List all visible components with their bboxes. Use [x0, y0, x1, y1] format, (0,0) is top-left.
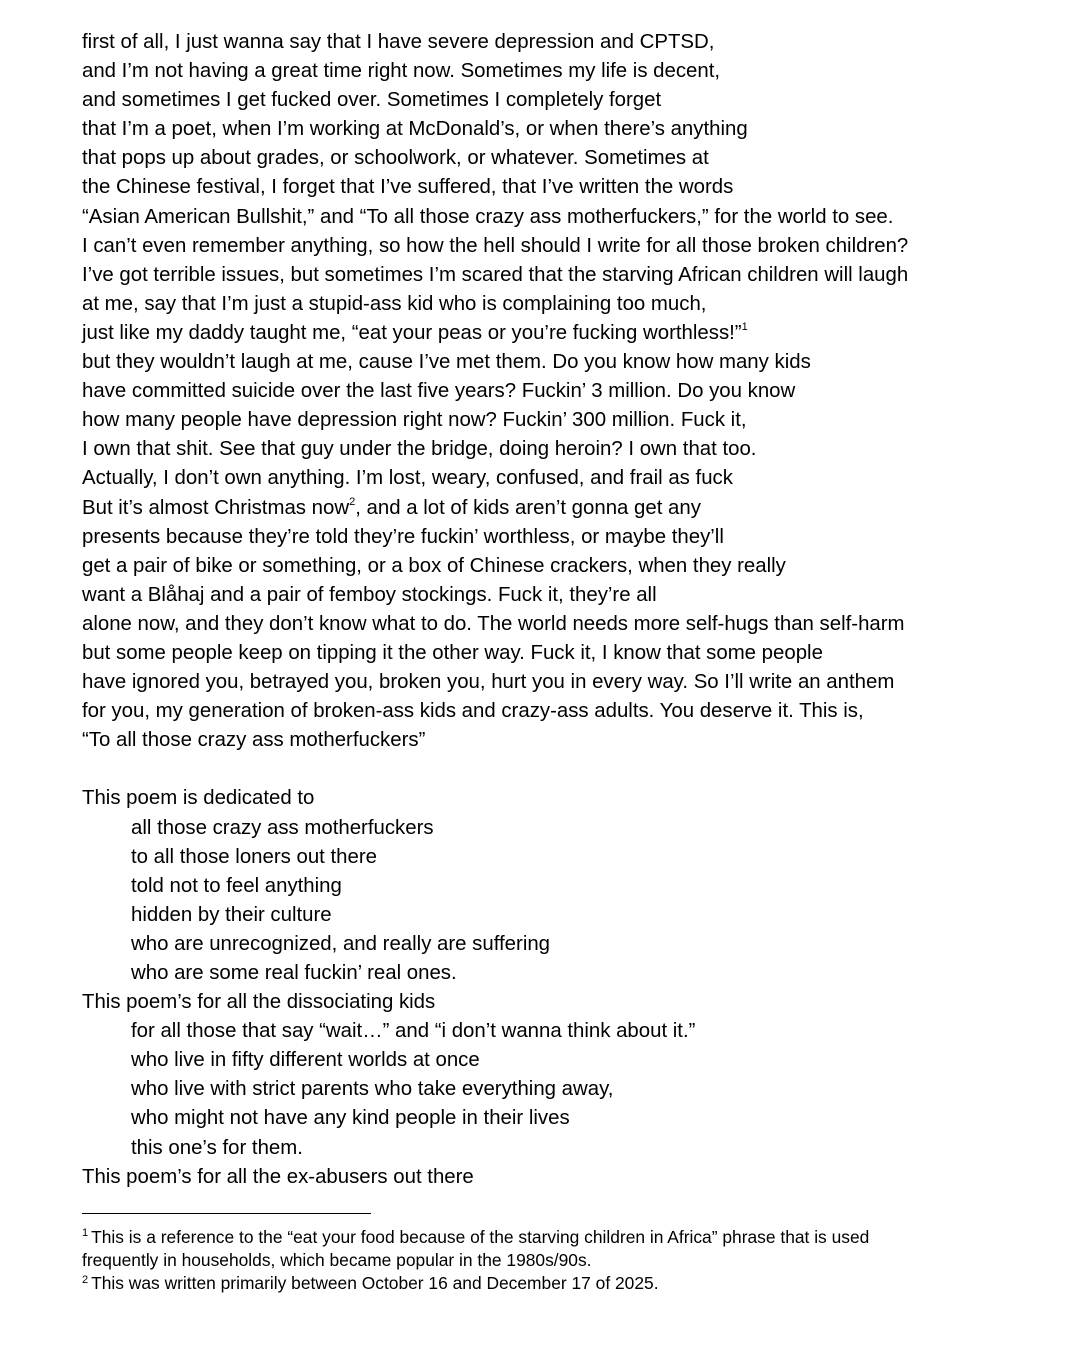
intro-line: have ignored you, betrayed you, broken you, hurt you in every way. So I’ll write an anthem	[82, 671, 895, 694]
stanza-line: hidden by their culture	[131, 903, 332, 926]
footnote-1-text: This is a reference to the “eat your food because of the starving children in Africa” phrase that is used	[91, 1227, 870, 1247]
intro-line: but some people keep on tipping it the other way. Fuck it, I know that some people	[82, 641, 823, 664]
intro-line-text: But it’s almost Christmas now	[82, 496, 350, 519]
intro-line-tail: , and a lot of kids aren’t gonna get any	[355, 496, 701, 519]
intro-line-text: just like my daddy taught me, “eat your peas or you’re fucking worthless!”	[82, 321, 742, 344]
stanza-line: who live in fifty different worlds at once	[131, 1049, 480, 1072]
footnote-separator	[82, 1213, 371, 1214]
footnotes	[82, 1226, 1022, 1296]
footnote-mark-1: 1	[82, 1227, 89, 1240]
intro-line: and I’m not having a great time right now. Sometimes my life is decent,	[82, 60, 721, 83]
intro-line: get a pair of bike or something, or a box of Chinese crackers, when they really	[82, 554, 786, 577]
intro-line: I’ve got terrible issues, but sometimes I’m scared that the starving African children will laugh	[82, 263, 909, 286]
stanza-heading: This poem’s for all the dissociating kids	[82, 991, 436, 1014]
intro-line: and sometimes I get fucked over. Sometimes I completely forget	[82, 89, 662, 112]
stanza-line: who live with strict parents who take everything away,	[131, 1078, 614, 1101]
stanza-line: this one’s for them.	[131, 1136, 303, 1159]
footnote-1	[82, 1226, 1022, 1249]
intro-line: have committed suicide over the last five years? Fuckin’ 3 million. Do you know	[82, 380, 796, 403]
poem-body	[82, 28, 1042, 1192]
intro-line: but they wouldn’t laugh at me, cause I’ve met them. Do you know how many kids	[82, 351, 811, 374]
stanza-gap	[82, 755, 1042, 784]
stanza-heading: This poem is dedicated to	[82, 787, 315, 810]
intro-line: I own that shit. See that guy under the bridge, doing heroin? I own that too.	[82, 438, 757, 461]
intro-line: I can’t even remember anything, so how the hell should I write for all those broken children?	[82, 234, 909, 257]
stanza-line: who might not have any kind people in their lives	[131, 1107, 570, 1130]
footnote-mark-2: 2	[82, 1273, 89, 1286]
intro-line: at me, say that I’m just a stupid-ass kid who is complaining too much,	[82, 292, 707, 315]
intro-line: “Asian American Bullshit,” and “To all those crazy ass motherfuckers,” for the world to see.	[82, 205, 894, 228]
stanza-line: all those crazy ass motherfuckers	[131, 816, 434, 839]
footnote-2-text: This was written primarily between October 16 and December 17 of 2025.	[91, 1273, 659, 1294]
footnote-ref-2[interactable]: 2	[349, 495, 356, 508]
stanza-line: to all those loners out there	[131, 845, 377, 868]
stanza-heading: This poem’s for all the ex-abusers out there	[82, 1165, 474, 1188]
intro-line: for you, my generation of broken-ass kids and crazy-ass adults. You deserve it. This is,	[82, 700, 864, 723]
stanza-line: told not to feel anything	[131, 874, 342, 897]
stanza-line: for all those that say “wait…” and “i don’t wanna think about it.”	[131, 1020, 696, 1043]
footnote-2	[82, 1272, 1022, 1295]
intro-line: “To all those crazy ass motherfuckers”	[82, 729, 426, 752]
intro-line: alone now, and they don’t know what to do. The world needs more self-hugs than self-harm	[82, 612, 905, 635]
intro-line-with-footnote	[82, 494, 1042, 523]
intro-line: presents because they’re told they’re fuckin’ worthless, or maybe they’ll	[82, 525, 724, 548]
stanza-line: who are some real fuckin’ real ones.	[131, 962, 457, 984]
intro-line-with-footnote	[82, 319, 1042, 348]
intro-line: that I’m a poet, when I’m working at McDonald’s, or when there’s anything	[82, 118, 748, 141]
intro-line: that pops up about grades, or schoolwork, or whatever. Sometimes at	[82, 147, 709, 170]
footnote-1-continued: frequently in households, which became popular in the 1980s/90s.	[82, 1250, 592, 1271]
footnote-ref-1[interactable]: 1	[741, 321, 748, 334]
intro-line: want a Blåhaj and a pair of femboy stockings. Fuck it, they’re all	[82, 583, 657, 606]
intro-line: the Chinese festival, I forget that I’ve suffered, that I’ve written the words	[82, 176, 734, 199]
intro-line: Actually, I don’t own anything. I’m lost, weary, confused, and frail as fuck	[82, 467, 733, 490]
stanza-line: who are unrecognized, and really are suffering	[131, 932, 551, 955]
intro-line: how many people have depression right now? Fuckin’ 300 million. Fuck it,	[82, 409, 747, 432]
intro-line: first of all, I just wanna say that I have severe depression and CPTSD,	[82, 31, 715, 53]
